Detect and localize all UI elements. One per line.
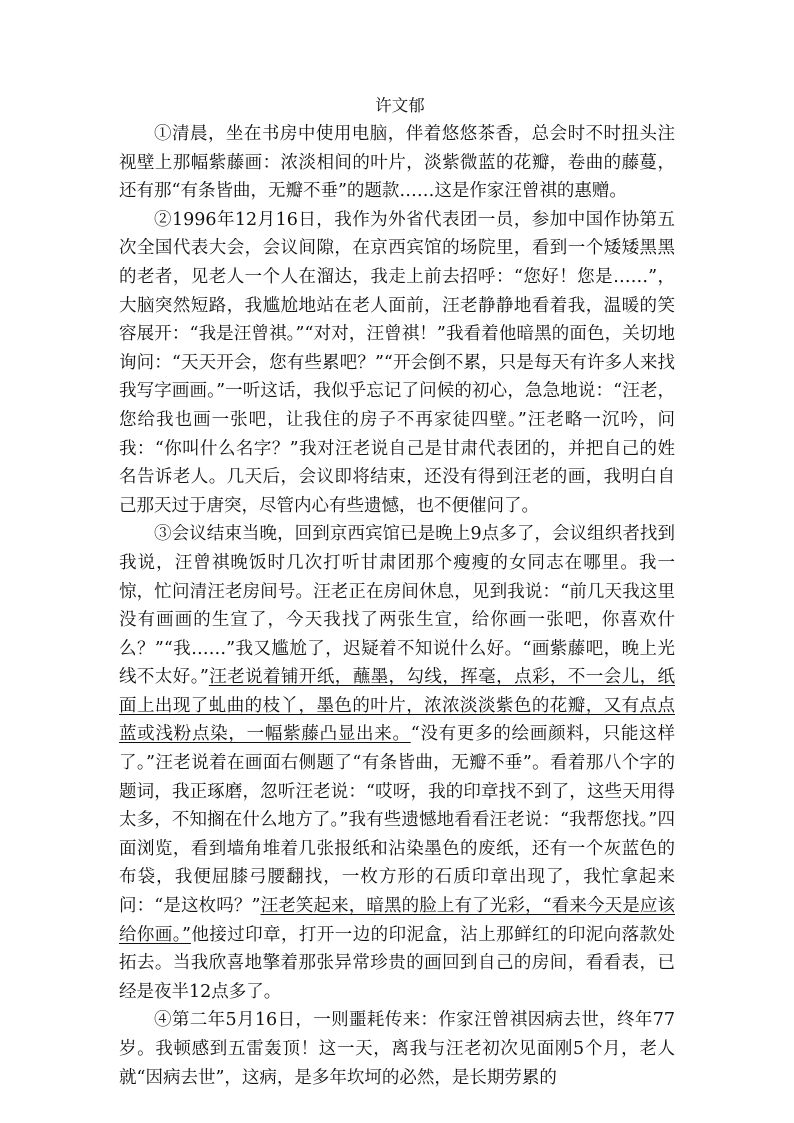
paragraph-3-text-middle: “没有更多的绘画颜料，只能这样了。”汪老说着在画面右侧题了“有条皆曲，无瓣不垂”。看着那八个字的题词，我正琢磨，忽听汪老说：“哎呀，我的印章找不到了，这些天用得太多，不知搁在什么地方了。”我有些遗憾地看看汪老说：“我帮您找。”四面浏览，看到墙角堆着几张报纸和沾染墨色的废纸，还有一个灰蓝色的布袋，我便屈膝弓腰翻找，一枚方形的石质印章出现了，我忙拿起来问：“是这枚吗？”: [119, 724, 675, 917]
author-name: 许文郁: [375, 96, 425, 115]
paragraph-3-text-before: ③会议结束当晚，回到京西宾馆已是晚上9点多了，会议组织者找到我说，汪曾祺晚饭时几次打听甘肃团那个瘦瘦的女同志在哪里。我一惊，忙问清汪老房间号。汪老正在房间休息，见到我说：“前几天我这里没有画画的生宣了，今天我找了两张生宣，给你画一张吧，你喜欢什么？”“我……”我又尴尬了，迟疑着不知说什么好。“画紫藤吧，晚上光线不太好。”: [119, 524, 675, 688]
paragraph-3: [119, 520, 675, 1006]
paragraph-2: ②1996年12月16日，我作为外省代表团一员，参加中国作协第五次全国代表大会，会议间隙，在京西宾馆的场院里，看到一个矮矮黑黑的老者，见老人一个人在溜达，我走上前去招呼：“您好！您是……”，大脑突然短路，我尴尬地站在老人面前，汪老静静地看着我，温暖的笑容展开：“我是汪曾祺。”“对对，汪曾祺！”我看着他暗黑的面色，关切地询问：“天天开会，您有些累吧？”“开会倒不累，只是每天有许多人来找我写字画画。”一听这话，我似乎忘记了问候的初心，急急地说：“汪老，您给我也画一张吧，让我住的房子不再家徒四壁。”汪老略一沉吟，问我：“你叫什么名字？”我对汪老说自己是甘肃代表团的，并把自己的姓名告诉老人。几天后，会议即将结束，还没有得到汪老的画，我明白自己那天过于唐突，尽管内心有些遗憾，也不便催问了。: [119, 209, 675, 516]
article-body: [119, 92, 675, 1092]
paragraph-3-text-after: 他接过印章，打开一边的印泥盒，沾上那鲜红的印泥向落款处拓去。当我欣喜地擎着那张异常珍贵的画回到自己的房间，看看表，已经是夜半12点多了。: [119, 924, 676, 1002]
paragraph-4: ④第二年5月16日，一则噩耗传来：作家汪曾祺因病去世，终年77岁。我顿感到五雷轰顶！这一天，离我与汪老初次见面刚5个月，老人就“因病去世”，这病，是多年坎坷的必然，是长期劳累的: [119, 1010, 675, 1088]
underlined-sentence-1: 汪老说着铺开纸，蘸墨，勾线，挥毫，点彩，不一会儿，纸面上出现了虬曲的枝丫，墨色的叶片，浓浓淡淡紫色的花瓣，又有点点蓝或浅粉点染，一幅紫藤凸显出来。: [119, 667, 675, 745]
paragraph-1: ①清晨，坐在书房中使用电脑，伴着悠悠茶香，总会时不时扭头注视壁上那幅紫藤画：浓淡相间的叶片，淡紫微蓝的花瓣，卷曲的藤蔓，还有那“有条皆曲，无瓣不垂”的题款……这是作家汪曾祺的惠赠。: [119, 124, 675, 202]
underlined-sentence-2: 汪老笑起来，暗黑的脸上有了光彩，“看来今天是应该给你画。”: [119, 896, 675, 945]
